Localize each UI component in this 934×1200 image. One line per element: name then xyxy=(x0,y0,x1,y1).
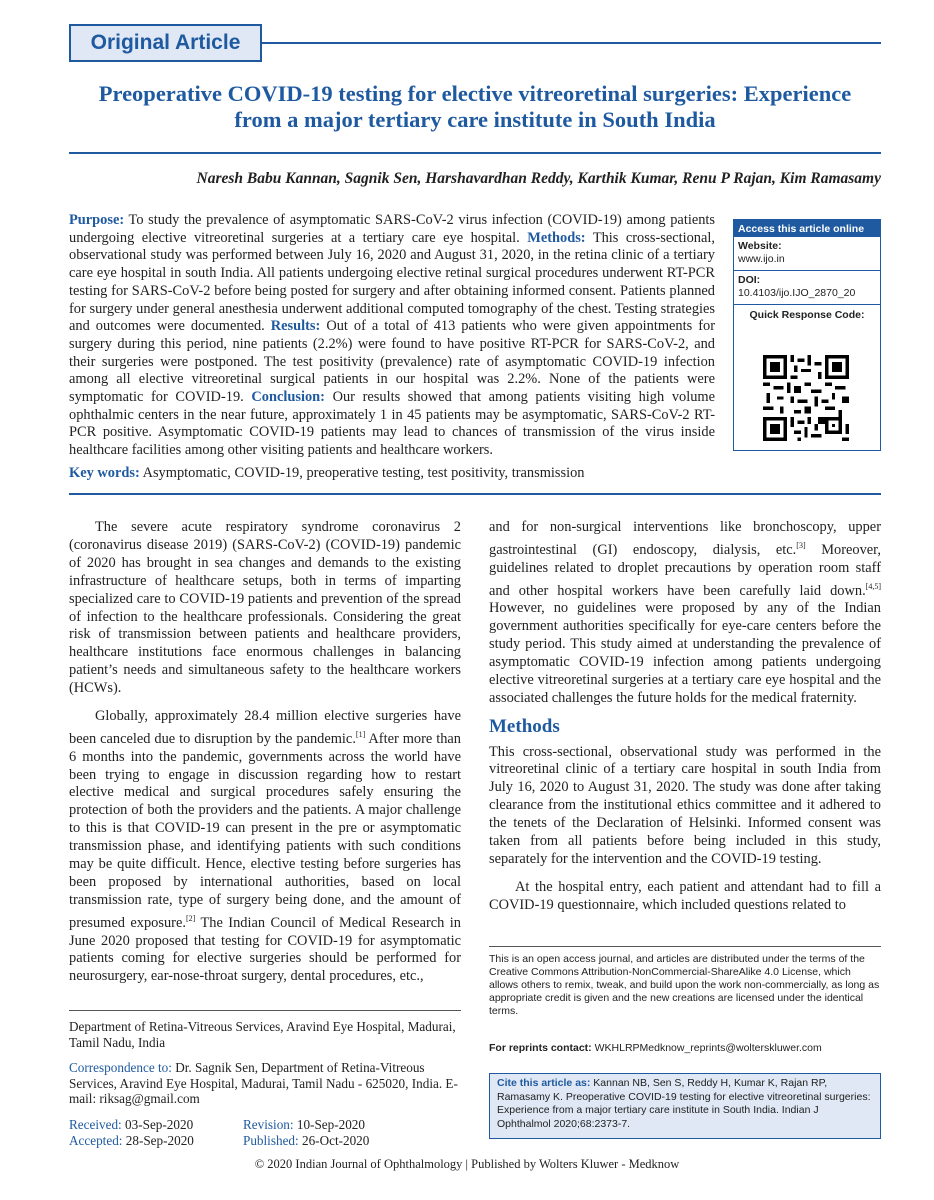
correspondence xyxy=(69,1060,461,1107)
abstract xyxy=(69,212,715,460)
article-dates xyxy=(69,1117,461,1149)
methods-paragraph-2: At the hospital entry, each patient and attendant had to fill a COVID-19 questionnaire, which included questions related to xyxy=(489,878,881,913)
qr-code-icon[interactable] xyxy=(763,355,849,441)
access-online-box xyxy=(733,219,881,451)
abstract-separator xyxy=(69,493,881,495)
article-title xyxy=(69,81,881,133)
citation-1[interactable]: [1] xyxy=(355,729,366,739)
license-notice: This is an open access journal, and articles are distributed under the terms of the Creative Commons Attribution-NonCommercial-ShareAlike 4.0 License, which allows others to remix, tweak, and build upon the work non-commercially, as long as appropriate credit is given and the new creations are licensed under the identical terms. xyxy=(489,953,880,1017)
reprints-contact xyxy=(489,1042,881,1054)
intro-p3-part-b: Moreover, guidelines related to droplet precautions by operation room staff and other hospital workers have been carefully laid down. xyxy=(489,541,881,599)
published-date xyxy=(243,1133,423,1149)
doi-row xyxy=(734,271,880,305)
qr-label: Quick Response Code: xyxy=(749,309,865,321)
page-footer: © 2020 Indian Journal of Ophthalmology | Published by Wolters Kluwer - Medknow xyxy=(254,1157,680,1171)
intro-paragraph-3 xyxy=(489,519,881,708)
intro-paragraph-1: The severe acute respiratory syndrome coronavirus 2 (coronavirus disease 2019) (SARS-CoV-2) (COVID-19) pandemic of 2020 has brought in sea changes and demands to the existing infrastructure of healthcare setups, both in terms of imparting specialized care to COVID-19 patients and prevention of the spread of infection to the healthcare professionals. Considering the great risk of transmission between patients and healthcare providers, healthcare institutions face enormous challenges in balancing patient’s needs and simultaneous safety to the healthcare workers (HCWs). xyxy=(69,519,461,697)
conclusion-label: Conclusion: xyxy=(251,389,325,406)
reprints-email[interactable]: WKHLRPMedknow_reprints@wolterskluwer.com xyxy=(594,1042,822,1054)
revision-label: Revision: xyxy=(243,1116,294,1132)
cite-label: Cite this article as: xyxy=(497,1077,591,1089)
access-box-heading: Access this article online xyxy=(734,220,880,237)
methods-paragraph-1: This cross-sectional, observational study was performed in the vitreoretinal clinic of a tertiary care hospital in south India from July 16, 2020 to August 31, 2020. The study was done after taking clearance from the institutional ethics committee and it adhered to the tenets of the Declaration of Helsinki. Informed consent was taken from all patients before being included in this study, separately for the intervention and the COVID-19 testing. xyxy=(489,743,881,867)
revision-value: 10-Sep-2020 xyxy=(296,1116,365,1132)
doi-link[interactable]: 10.4103/ijo.IJO_2870_20 xyxy=(738,287,856,299)
received-date xyxy=(69,1117,243,1133)
website-row xyxy=(734,237,880,271)
title-line-1: Preoperative COVID-19 testing for elective vitreoretinal surgeries: Experience xyxy=(98,81,852,106)
published-value: 26-Oct-2020 xyxy=(301,1133,370,1148)
methods-text: This cross-sectional, observational study was performed between July 16, 2020 and August 31, 2020, in the retina clinic of a tertiary care eye hospital in south India. All patients undergoing elective retinal surgical procedures underwent RT-PCR testing for SARS-CoV-2 before being posted for surgery and after obtaining informed consent. Patients planned for surgery under general anesthesia underwent additional computed tomography of the chest. Testing strategies and outcomes were documented. xyxy=(69,229,715,335)
doi-label: DOI: xyxy=(738,274,761,286)
received-value: 03-Sep-2020 xyxy=(125,1116,194,1132)
citation-2[interactable]: [2] xyxy=(185,913,196,923)
correspondence-label: Correspondence to: xyxy=(69,1060,172,1075)
reprints-label: For reprints contact: xyxy=(489,1042,592,1054)
results-label: Results: xyxy=(270,318,321,335)
article-type-label: Original Article xyxy=(90,31,241,54)
citation-box xyxy=(489,1073,881,1139)
methods-label: Methods: xyxy=(527,229,586,246)
keywords xyxy=(69,465,715,482)
keywords-label: Key words: xyxy=(69,465,140,481)
title-rule xyxy=(69,152,881,154)
author-list: Naresh Babu Kannan, Sagnik Sen, Harshavardhan Reddy, Karthik Kumar, Renu P Rajan, Kim Ramasamy xyxy=(196,170,881,187)
body-left-column xyxy=(69,519,461,996)
affiliation-rule xyxy=(69,1010,461,1011)
cite-text: Kannan NB, Sen S, Reddy H, Kumar K, Rajan RP, Ramasamy K. Preoperative COVID-19 testing for elective vitreoretinal surgeries: Experience from a major tertiary care institute in South India. Indian J Ophthalmol 2020;68:2373-7. xyxy=(497,1077,871,1130)
accepted-date xyxy=(69,1133,243,1149)
affiliation-block xyxy=(69,1019,461,1149)
revision-date xyxy=(243,1117,423,1133)
correspondence-text: Dr. Sagnik Sen, Department of Retina-Vitreous Services, Aravind Eye Hospital, Madurai, Tamil Nadu - 625020, India. E-mail: riksag@gmail.com xyxy=(69,1060,458,1106)
keywords-text: Asymptomatic, COVID-19, preoperative testing, test positivity, transmission xyxy=(142,465,585,481)
intro-p2-part-a: Globally, approximately 28.4 million elective surgeries have been canceled due to disruption by the pandemic. xyxy=(69,708,461,747)
purpose-text: To study the prevalence of asymptomatic SARS-CoV-2 virus infection (COVID-19) among patients undergoing elective vitreoretinal surgeries at a tertiary care eye hospital. xyxy=(69,212,716,246)
license-rule xyxy=(489,946,881,947)
citation-3[interactable]: [3] xyxy=(796,540,806,550)
intro-p2-part-b: After more than 6 months into the pandemic, governments across the world have been trying to engage in discussion regarding how to restart elective medical and surgical procedures safely ensuring the protection of both the providers and the patients. A major challenge to this is that COVID-19 can present in the pre or asymptomatic transmission phase, and identifying patients with such conditions may be quite difficult. Hence, elective testing before surgeries has been proposed by international authorities, based on local transmission rate, type of surgery being done, and the amount of presumed exposure. xyxy=(69,730,461,931)
intro-p3-part-a: and for non-surgical interventions like bronchoscopy, upper gastrointestinal (GI) endoscopy, dialysis, etc. xyxy=(489,519,881,558)
website-label: Website: xyxy=(738,240,782,252)
published-label: Published: xyxy=(243,1133,299,1148)
department: Department of Retina-Vitreous Services, Aravind Eye Hospital, Madurai, Tamil Nadu, India xyxy=(69,1019,456,1050)
accepted-label: Accepted: xyxy=(69,1133,123,1148)
website-link[interactable]: www.ijo.in xyxy=(738,253,785,265)
intro-p2-part-c: The Indian Council of Medical Research in June 2020 proposed that testing for COVID-19 for asymptomatic patients coming for elective surgeries should be performed for neurosurgery, ear-nose-throat surgery, dental procedures, etc., xyxy=(69,914,461,985)
results-text: Out of a total of 413 patients who were given appointments for surgery during this period, nine patients (2.2%) were found to have positive RT-PCR for SARS-CoV-2, and their surgeries were postponed. The test positivity (prevalence) rate of asymptomatic COVID-19 infection among all elective vitreoretinal surgical patients in our hospital was 2.2%. None of the patients were symptomatic for COVID-19. xyxy=(69,318,715,406)
received-label: Received: xyxy=(69,1116,122,1132)
header-rule xyxy=(262,42,881,44)
article-type-badge xyxy=(69,24,262,62)
citation-4-5[interactable]: [4,5] xyxy=(865,581,881,591)
methods-heading: Methods xyxy=(489,715,560,737)
body-right-column xyxy=(489,519,881,925)
title-line-2: from a major tertiary care institute in South India xyxy=(234,107,716,132)
purpose-label: Purpose: xyxy=(69,212,125,228)
conclusion-text: Our results showed that among patients visiting high volume ophthalmic centers in the near future, approximately 1 in 45 patients may be asymptomatic, SARS-CoV-2 RT-PCR positive. Asymptomatic COVID-19 patients may lead to chances of transmission of the virus inside healthcare facilities among other visiting patients and healthcare workers. xyxy=(69,389,715,459)
intro-p3-part-c: However, no guidelines were proposed by any of the Indian government authorities specifically for eye-care centers before the study period. This study aimed at understanding the prevalence of asymptomatic COVID-19 infection among patients undergoing elective vitreoretinal surgeries at a tertiary care eye hospital and the associated challenges the future holds for the medical fraternity. xyxy=(489,600,881,706)
intro-paragraph-2 xyxy=(69,708,461,986)
accepted-value: 28-Sep-2020 xyxy=(125,1133,194,1148)
